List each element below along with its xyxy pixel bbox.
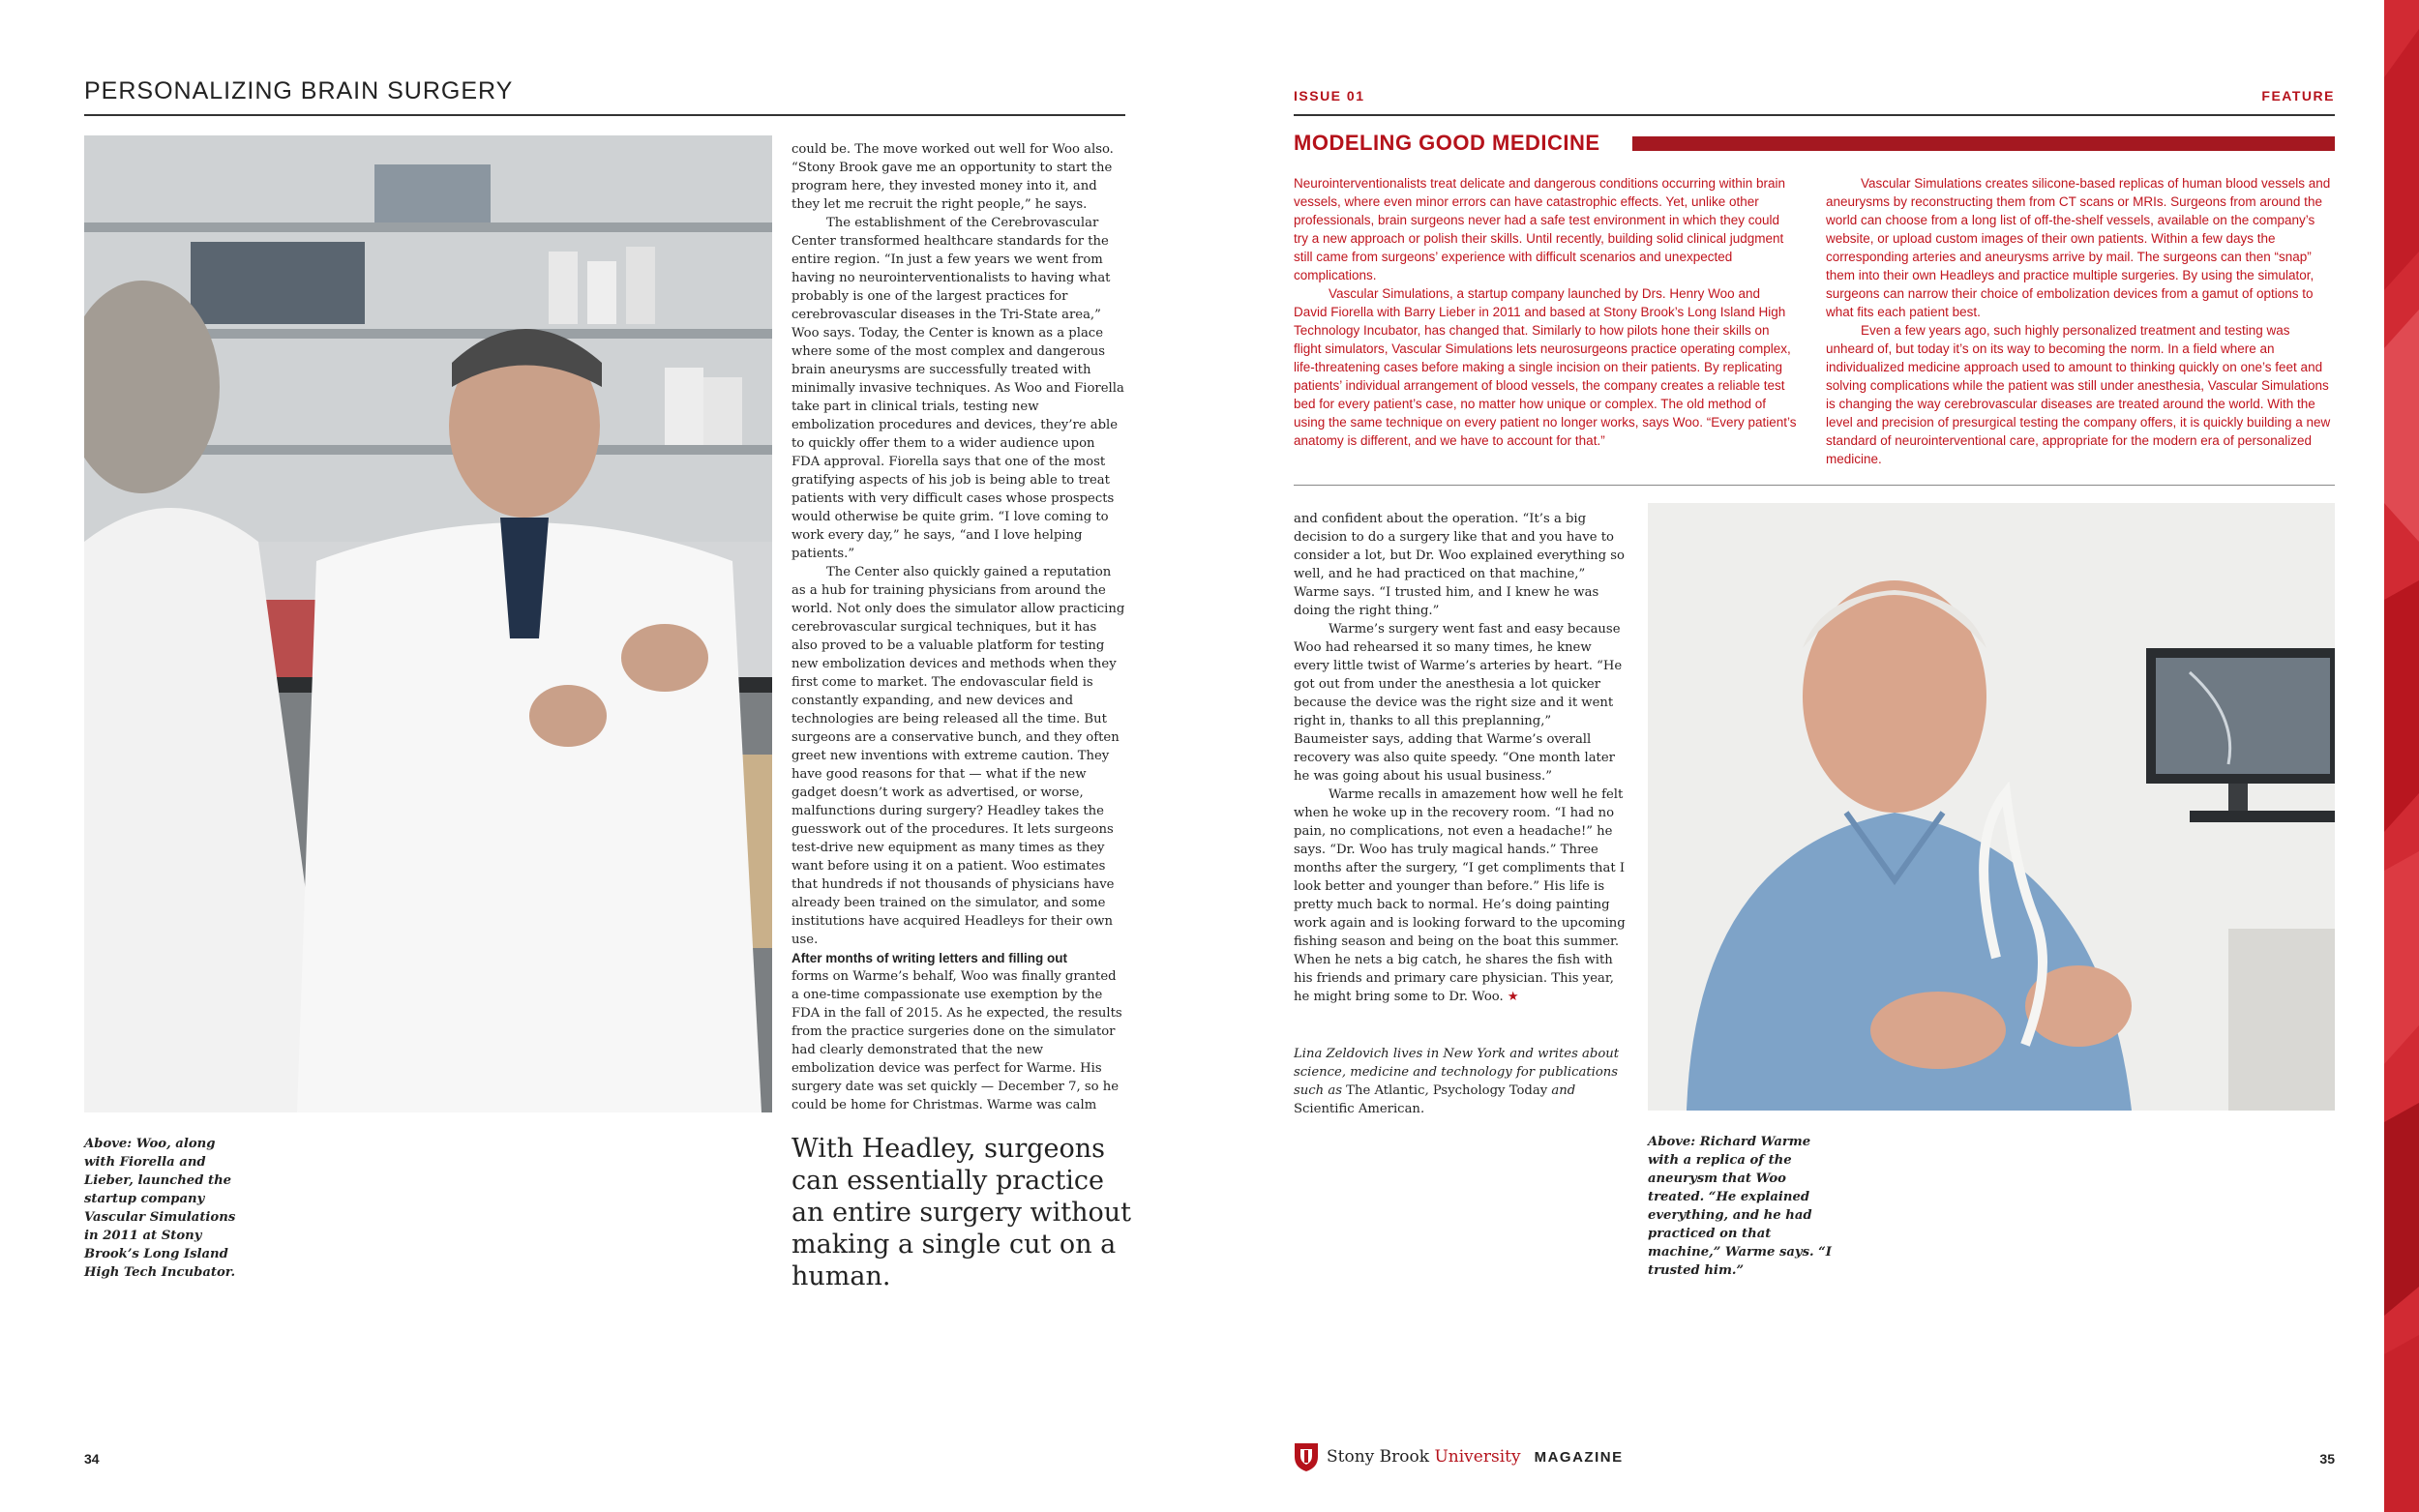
credit-publication: Scientific American — [1294, 1102, 1420, 1116]
wordmark-university: University — [1434, 1447, 1521, 1467]
photo-caption-left: Above: Woo, along with Fiorella and Lieber, launched the startup company Vascular Simulations in 2011 at Stony Brook’s Long Island High Tech Incubator. — [84, 1137, 236, 1280]
left-header-rule — [84, 114, 1125, 116]
patient-photo-warme — [1648, 503, 2335, 1111]
article-paragraph: The Center also quickly gained a reputation as a hub for training physicians from around the world. Not only does the simulator allow practicing cerebrovascular surgical techniques, but it has also proved to be a valuable platform for testing new embolization devices and methods when they first come to market. The endovascular field is constantly expanding, and new devices and technologies are being released all the time. But surgeons are a conservative bunch, and they often greet new inventions with extreme caution. They have good reasons for that — what if the new gadget doesn’t work as advertised, or worse, malfunctions during surgery? Headley takes the guesswork out of the procedures. It lets surgeons test-drive new equipment as many times as they want before using it on a patient. Woo estimates that hundreds if not thousands of physicians have already been trained on the simulator, and some institutions have acquired Headleys for their own use. — [791, 565, 1125, 947]
article-column-a — [791, 140, 1125, 1114]
university-shield-icon — [1294, 1441, 1319, 1472]
footer-brand — [1294, 1441, 1624, 1472]
sidebar-paragraph: Even a few years ago, such highly personalized treatment and testing was unheard of, but today it’s on its way to becoming the norm. In a field where an individualized medicine approach used to amount to thinking quickly on one’s feet and solving complications while the patient was still under anesthesia, Vascular Simulations is changing the way cerebrovascular diseases are treated around the world. With the level and precision of presurgical testing the company offers, it is quickly building a new standard of neurointerventional care, appropriate for the modern era of personalized medicine. — [1826, 323, 2331, 466]
sidebar-paragraph: Neurointerventionalists treat delicate and dangerous conditions occurring within brain vessels, where even minor errors can have catastrophic effects. Yet, unlike other professionals, brain surgeons never had a safe test environment in which they could try a new approach or polish their skills. Until recently, building solid clinical judgment still came from surgeons’ experience with difficult scenarios and unexpected complications. — [1294, 176, 1786, 282]
sidebar-column-a — [1294, 174, 1797, 450]
article-paragraph-text: Warme recalls in amazement how well he felt when he woke up in the recovery room. “I had no pain, no complications, not even a headache!” he says. “Dr. Woo has truly magical hands.” Three months after the surgery, “I get compliments that I look better and younger than before.” His life is pretty much back to normal. He’s doing painting work again and is looking forward to the upcoming fishing season and being on the boat this summer. When he nets a big catch, he shares the fish with his friends and primary care physician. This year, he might bring some to Dr. Woo. — [1294, 787, 1626, 1004]
credit-end: . — [1419, 1102, 1425, 1116]
sidebar-paragraph: Vascular Simulations, a startup company launched by Drs. Henry Woo and David Fiorella with Barry Lieber in 2011 and based at Stony Brook’s Long Island High Technology Incubator, has changed that. Similarly to how pilots hone their skills on flight simulators, Vascular Simulations lets neurosurgeons practice operating complex, life-threatening cases before making a single incision on their patients. By replicating patients’ individual arrangement of blood vessels, the company creates a reliable test bed for every patient’s case, no matter how unique or complex. The old method of using the same technique on every patient no longer works, says Woo. “Every patient’s anatomy is different, and we have to account for that.” — [1294, 286, 1797, 448]
article-paragraph: could be. The move worked out well for Woo also. “Stony Brook gave me an opportunity to start the program here, they invested money into it, and they let me recruit the right people,” he says. — [791, 142, 1114, 212]
wordmark-stony-brook: Stony Brook — [1327, 1447, 1435, 1467]
sidebar-paragraph: Vascular Simulations creates silicone-based replicas of human blood vessels and aneurysms by reconstructing them from CT scans or MRIs. Surgeons from around the world can choose from a long list of off-the-shelf vessels, available on the company’s website, or upload custom images of their own patients. Within a few days the corresponding arteries and aneurysms arrive by mail. The surgeons can then “snap” them into their own Headleys and practice multiple surgeries. By using the simulator, surgeons can narrow their choice of embolization devices from a gamut of options to what fits each patient best. — [1826, 176, 2331, 319]
page-number-right: 35 — [2319, 1451, 2335, 1467]
article-paragraph: Warme’s surgery went fast and easy because Woo had rehearsed it so many times, he knew every little twist of Warme’s arteries by heart. “He got out from under the anesthesia a lot quicker because the device was the right size and it went right in, thanks to all this preplanning,” Baumeister says, adding that Warme’s overall recovery was also quite speedy. “One month later he was going about his usual business.” — [1294, 622, 1623, 784]
end-star-icon: ★ — [1507, 990, 1519, 1004]
sidebar-column-b — [1826, 174, 2335, 468]
lab-photo-woo — [84, 135, 772, 1112]
credit-text: Lina Zeldovich lives in New York and writes about science, medicine and technology for publications such as — [1294, 1047, 1620, 1098]
article-paragraph: and confident about the operation. “It’s a big decision to do a surgery like that and you have to consider a lot, but Dr. Woo explained everything so well, and he had practiced on that machine,” Warme says. “I trusted him, and I knew he was doing the right thing.” — [1294, 512, 1625, 618]
sidebar-title-bar — [1632, 136, 2335, 151]
section-label: FEATURE — [2261, 88, 2335, 104]
issue-label: ISSUE 01 — [1294, 88, 1365, 104]
article-subhead: After months of writing letters and filling out — [791, 951, 1067, 965]
sidebar-title: MODELING GOOD MEDICINE — [1294, 131, 1600, 155]
lab-photo-illustration — [84, 135, 772, 1112]
magazine-wordmark: MAGAZINE — [1534, 1448, 1624, 1466]
credit-separator: , — [1424, 1083, 1433, 1098]
decorative-edge-graphic — [2384, 0, 2419, 1512]
university-wordmark — [1327, 1447, 1521, 1467]
left-page-title: PERSONALIZING BRAIN SURGERY — [84, 77, 514, 104]
page-number-left: 34 — [84, 1451, 100, 1467]
patient-photo-illustration — [1648, 503, 2335, 1111]
photo-caption-right: Above: Richard Warme with a replica of the aneurysm that Woo treated. “He explained everything, and he had practiced on that machine,” Warme says. “I trusted him.” — [1648, 1135, 1832, 1278]
credit-publication: Psychology Today — [1432, 1083, 1548, 1098]
decorative-edge-pattern — [2384, 0, 2419, 1512]
article-column-b — [1294, 510, 1628, 1006]
pull-quote: With Headley, surgeons can essentially practice an entire surgery without making a single cut on a human. — [791, 1134, 1132, 1291]
article-paragraph: The establishment of the Cerebrovascular Center transformed healthcare standards for the entire region. “In just a few years we went from having no neurointerventionalists to having what probably is one of the largest practices for cerebrovascular diseases in the Tri-State area,” Woo says. Today, the Center is known as a place where some of the most complex and dangerous brain aneurysms are successfully treated with minimally invasive techniques. As Woo and Fiorella take part in clinical trials, testing new embolization procedures and devices, they’re able to quickly offer them to a wider audience upon FDA approval. Fiorella says that one of the most gratifying aspects of his job is being able to treat patients with very difficult cases whose prospects would otherwise be quite grim. “I love coming to work every day,” he says, “and I love helping patients.” — [791, 216, 1124, 561]
right-header-rule — [1294, 114, 2335, 116]
article-paragraph: forms on Warme’s behalf, Woo was finally granted a one-time compassionate use exemption by the FDA in the fall of 2015. As he expected, the results from the practice surgeries done on the simulator had clearly demonstrated that the new embolization device was perfect for Warme. His surgery date was set quickly — December 7, so he could be home for Christmas. Warme was calm — [791, 969, 1122, 1112]
credit-publication: The Atlantic — [1346, 1083, 1425, 1098]
sidebar-bottom-rule — [1294, 485, 2335, 486]
author-credit — [1294, 1045, 1628, 1118]
credit-separator: and — [1547, 1083, 1576, 1098]
article-paragraph — [1294, 786, 1628, 1006]
